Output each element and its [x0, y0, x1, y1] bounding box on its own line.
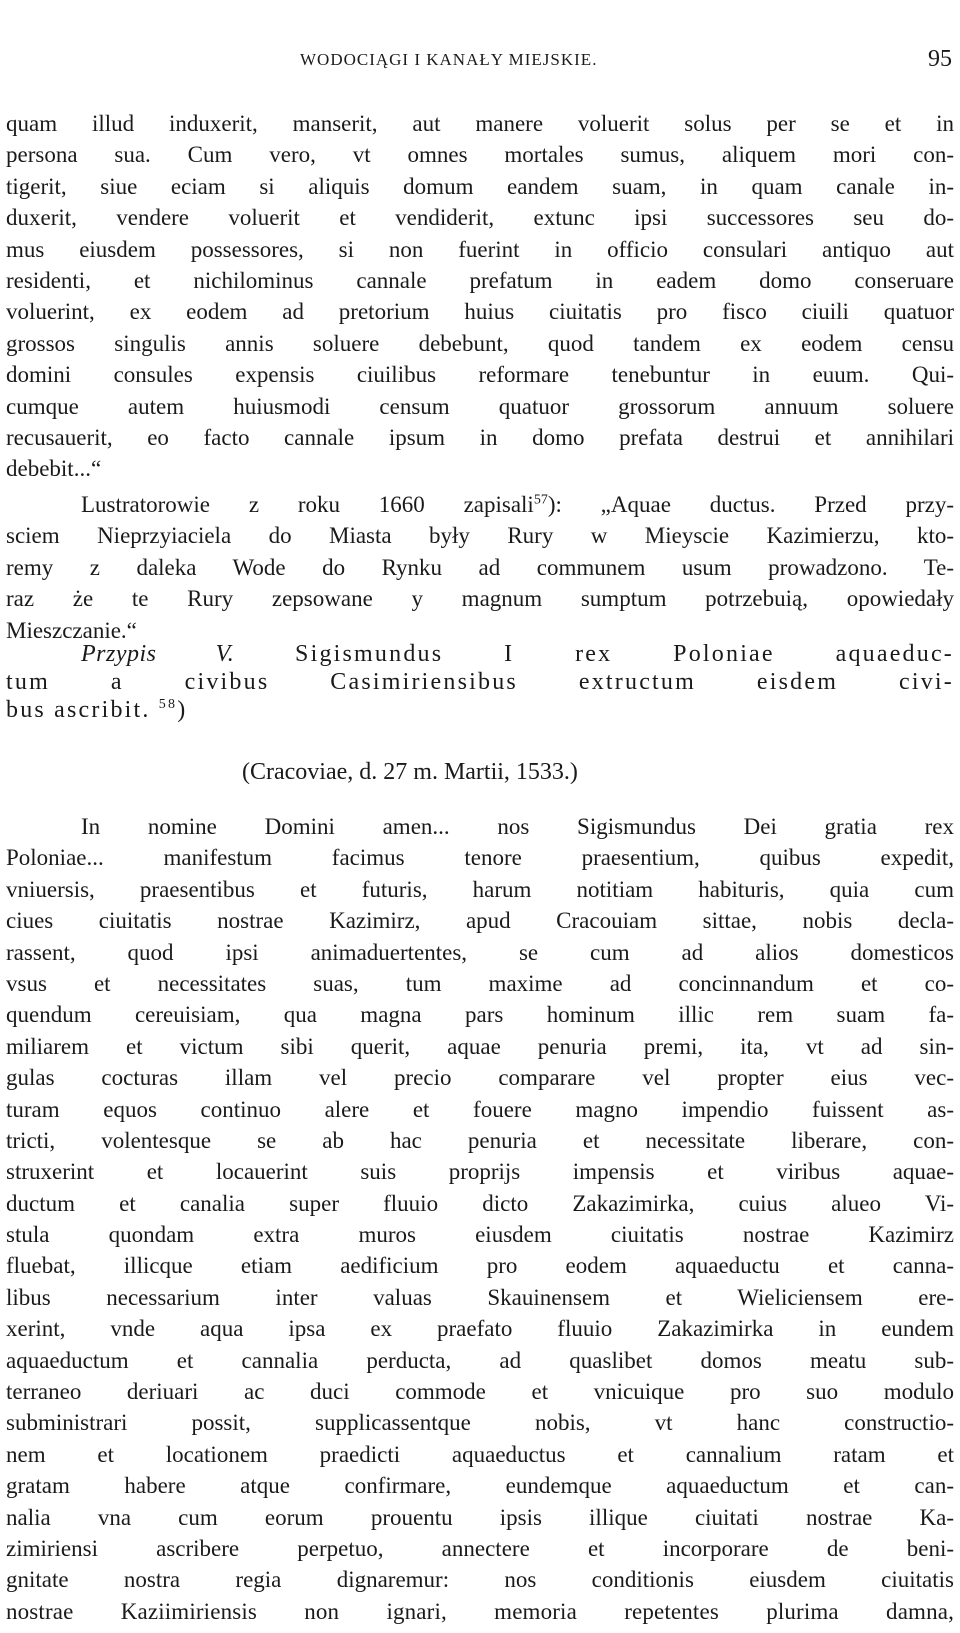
footnote-paren: ) — [177, 697, 188, 723]
text-line: quam illud induxerit, manserit, aut manere voluerit solus per se et in — [6, 111, 954, 136]
document-dateline: (Cracoviae, d. 27 m. Martii, 1533.) — [242, 759, 578, 785]
privilege-paragraph — [6, 811, 954, 1627]
text-line: nalia vna cum eorum prouentu ipsis illique ciuitati nostrae Ka- — [6, 1504, 954, 1530]
text-line: miliarem et victum sibi querit, aquae penuria premi, ita, vt ad sin- — [6, 1033, 954, 1059]
lustratorowie-paragraph — [6, 489, 954, 646]
page-number: 95 — [928, 46, 952, 72]
text-line: rassent, quod ipsi animaduertentes, se cum ad alios domesticos — [6, 939, 954, 965]
text-line: vniuersis, praesentibus et futuris, harum notitiam habituris, quia cum — [6, 876, 954, 902]
text-line: xerint, vnde aqua ipsa ex praefato fluuio Zakazimirka in eundem — [6, 1316, 954, 1342]
text-line: tricti, volentesque se ab hac penuria et necessitate liberare, con- — [6, 1127, 954, 1153]
running-title: WODOCIĄGI I KANAŁY MIEJSKIE. — [300, 50, 598, 69]
text-line: recusauerit, eo facto cannale ipsum in domo prefata destrui et annihilari — [6, 424, 954, 450]
line-lead: Lustratorowie z roku 1660 zapisali — [81, 492, 534, 517]
text-line: mus eiusdem possessores, si non fuerint in officio consulari antiquo aut — [6, 236, 954, 262]
text-line: ciues ciuitatis nostrae Kazimirz, apud Cracouiam sittae, nobis decla- — [6, 908, 954, 934]
appendix-title-third: bus ascribit. — [6, 697, 151, 723]
text-line: raz że te Rury zepsowane y magnum sumptum potrzebuią, opowiedały — [6, 586, 954, 612]
text-line — [6, 489, 954, 520]
text-line: Poloniae... manifestum facimus tenore praesentium, quibus expedit, — [6, 845, 954, 871]
footnote-ref-57[interactable]: 57 — [533, 492, 548, 508]
text-line: fluebat, illicque etiam aedificium pro eodem aquaeductu et canna- — [6, 1253, 954, 1279]
appendix-title-line: tum a civibus Casimiriensibus extructum eisdem civi- — [6, 669, 954, 695]
text-line: remy z daleka Wode do Rynku ad communem usum prowadzono. Te- — [6, 554, 954, 580]
text-line: quendum cereuisiam, qua magna pars hominum illic rem suam fa- — [6, 1002, 954, 1028]
text-line: sciem Nieprzyiaciela do Miasta były Rury w Mieyscie Kazimierzu, kto- — [6, 523, 954, 549]
text-line: terraneo deriuari ac duci commode et vnicuique pro suo modulo — [6, 1379, 954, 1405]
text-line: gulas cocturas illam vel precio comparare vel propter eius vec- — [6, 1065, 954, 1091]
text-line: debebit...“ — [6, 456, 102, 482]
text-line: grossos singulis annis soluere debebunt, quod tandem ex eodem censu — [6, 330, 954, 356]
text-line: Mieszczanie.“ — [6, 617, 137, 643]
line-tail: ): „Aquae ductus. Przed przy- — [547, 492, 954, 517]
footnote-ref-58[interactable]: 58 — [158, 697, 178, 712]
text-line: zimiriensi ascribere perpetuo, annectere et incorporare de beni- — [6, 1535, 954, 1561]
text-line: aquaeductum et cannalia perducta, ad quaslibet domos meatu sub- — [6, 1347, 954, 1373]
running-head — [0, 46, 960, 80]
text-line: subministrari possit, supplicassentque nobis, vt hanc constructio- — [6, 1410, 954, 1436]
text-line: nem et locationem praedicti aquaeductus et cannalium ratam et — [6, 1441, 954, 1467]
text-line: libus necessarium inter valuas Skauinensem et Wieliciensem ere- — [6, 1284, 954, 1310]
text-line: vsus et necessitates suas, tum maxime ad concinnandum et co- — [6, 970, 954, 996]
text-line: persona sua. Cum vero, vt omnes mortales sumus, aliquem mori con- — [6, 142, 954, 168]
text-line: cumque autem huiusmodi censum quatuor grossorum annuum soluere — [6, 393, 954, 419]
appendix-title-line — [6, 696, 954, 724]
text-line: struxerint et locauerint suis proprijs impensis et viribus aquae- — [6, 1159, 954, 1185]
text-line: ductum et canalia super fluuio dicto Zakazimirka, cuius alueo Vi- — [6, 1190, 954, 1216]
text-line: In nomine Domini amen... nos Sigismundus Dei gratia rex — [81, 814, 954, 839]
text-line: nostrae Kaziimiriensis non ignari, memoria repetentes plurima damna, — [6, 1598, 954, 1624]
appendix-title-line — [6, 640, 954, 668]
latin-quote-paragraph — [6, 108, 954, 485]
text-line: tigerit, siue eciam si aliquis domum eandem suam, in quam canale in- — [6, 173, 954, 199]
text-line: duxerit, vendere voluerit et vendiderit, extunc ipsi successores seu do- — [6, 205, 954, 231]
text-line: residenti, et nichilominus cannale prefatum in eadem domo conseruare — [6, 267, 954, 293]
appendix-title-first: Sigismundus I rex Poloniae aquaeduc- — [295, 641, 954, 667]
text-line: gratam habere atque confirmare, eundemque aquaeductum et can- — [6, 1473, 954, 1499]
appendix-heading — [6, 640, 954, 724]
text-line: stula quondam extra muros eiusdem ciuitatis nostrae Kazimirz — [6, 1222, 954, 1248]
text-line: gnitate nostra regia dignaremur: nos conditionis eiusdem ciuitatis — [6, 1567, 954, 1593]
text-line: turam equos continuo alere et fouere magno impendio fuissent as- — [6, 1096, 954, 1122]
text-line: voluerint, ex eodem ad pretorium huius ciuitatis pro fisco ciuili quatuor — [6, 299, 954, 325]
appendix-label: Przypis V. — [81, 641, 235, 667]
text-line: domini consules expensis ciuilibus reformare tenebuntur in euum. Qui- — [6, 362, 954, 388]
